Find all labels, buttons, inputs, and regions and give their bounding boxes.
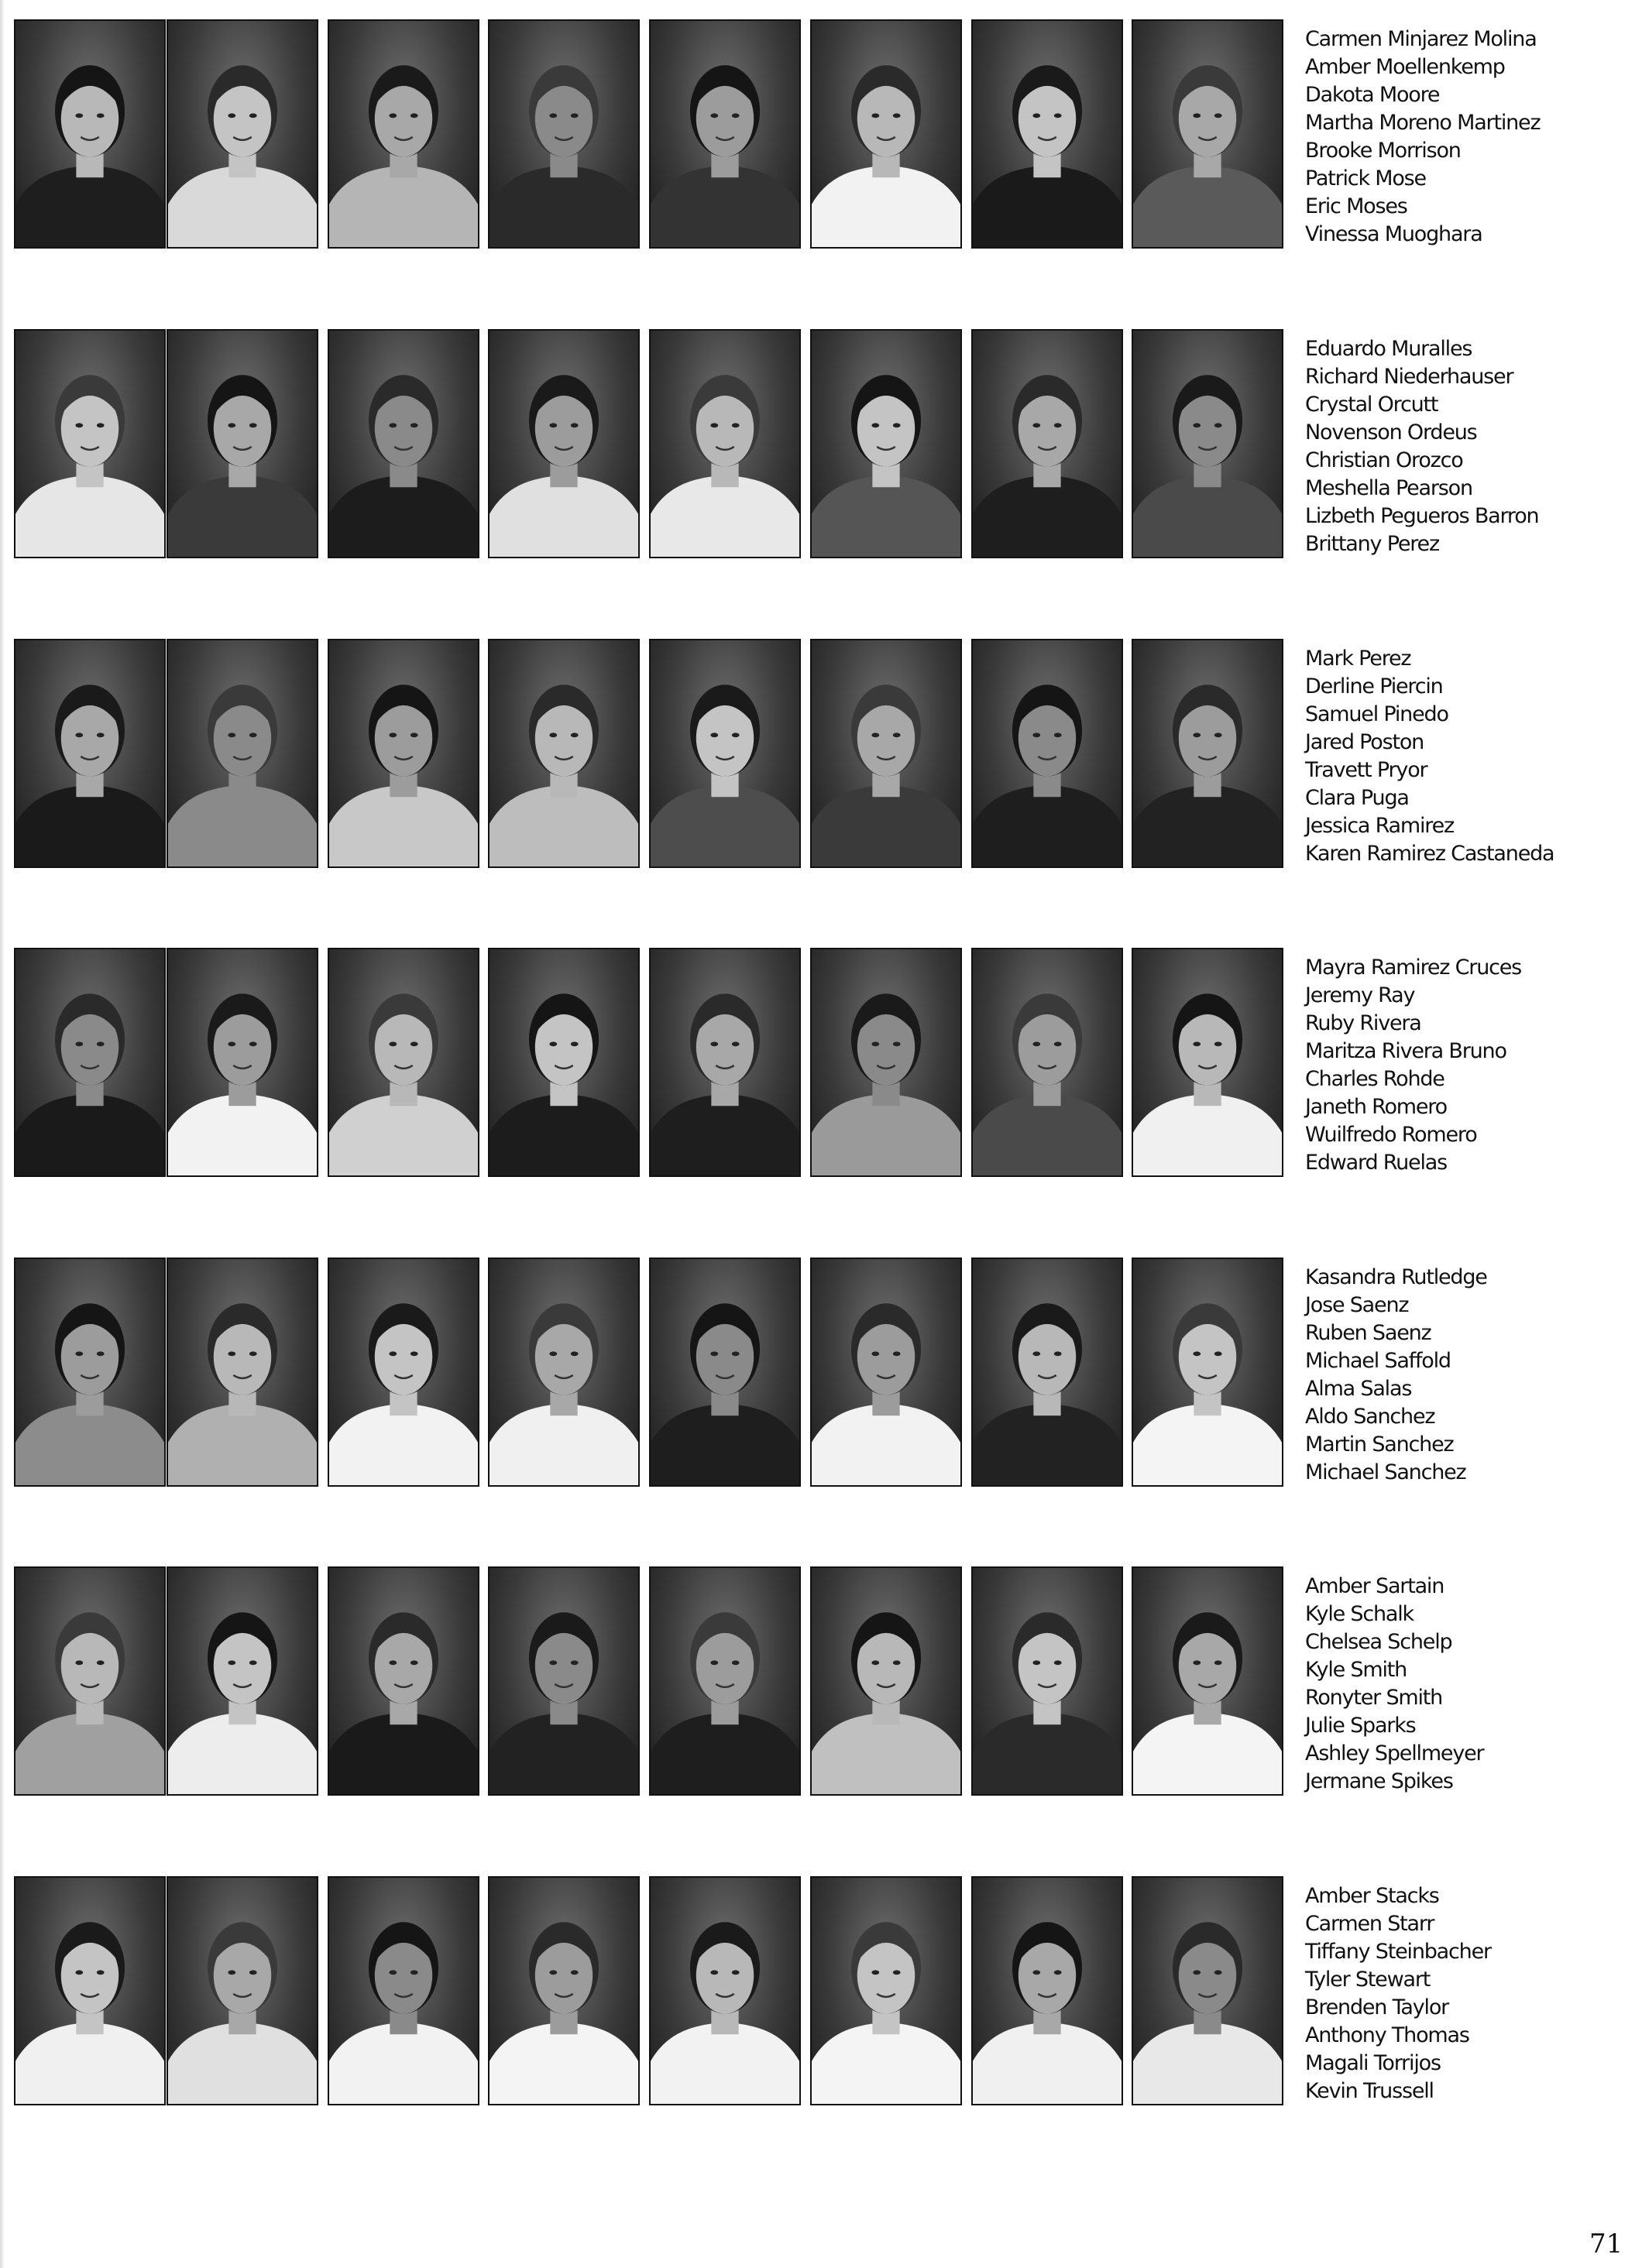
portrait-silhouette: [329, 331, 478, 557]
portrait-silhouette: [651, 21, 799, 247]
portrait-silhouette: [973, 640, 1122, 866]
portrait-silhouette: [168, 949, 317, 1175]
student-portrait: [810, 1566, 962, 1796]
student-portrait: [14, 19, 166, 249]
student-name: Crystal Orcutt: [1305, 393, 1438, 417]
portrait-silhouette: [812, 1259, 960, 1485]
portrait-silhouette: [812, 640, 960, 866]
student-portrait: [971, 1258, 1123, 1487]
student-portrait: [167, 1566, 318, 1796]
student-portrait: [649, 19, 801, 249]
portrait-silhouette: [329, 949, 478, 1175]
student-name: Karen Ramirez Castaneda: [1305, 842, 1554, 866]
student-name: Martha Moreno Martinez: [1305, 111, 1541, 135]
portrait-section-5: [0, 1258, 1642, 1490]
portrait-silhouette: [490, 640, 638, 866]
portrait-silhouette: [973, 1568, 1122, 1794]
student-name: Brooke Morrison: [1305, 139, 1461, 163]
portrait-silhouette: [1133, 1878, 1282, 2104]
student-name: Patrick Mose: [1305, 166, 1426, 190]
name-list: [1305, 1573, 1630, 1796]
student-name: Carmen Starr: [1305, 1912, 1434, 1936]
portrait-section-3: [0, 639, 1642, 871]
student-name: Aldo Sanchez: [1305, 1405, 1435, 1429]
portrait-silhouette: [168, 1259, 317, 1485]
student-name: Eduardo Muralles: [1305, 337, 1472, 361]
student-name: Brenden Taylor: [1305, 1995, 1449, 2019]
portrait-section-4: [0, 948, 1642, 1180]
student-name: Lizbeth Pegueros Barron: [1305, 504, 1539, 528]
portrait-silhouette: [490, 1259, 638, 1485]
student-portrait: [971, 639, 1123, 868]
student-name: Amber Stacks: [1305, 1884, 1439, 1908]
student-name: Magali Torrijos: [1305, 2051, 1441, 2075]
student-portrait: [167, 19, 318, 249]
portrait-silhouette: [15, 1878, 164, 2104]
portrait-silhouette: [973, 1259, 1122, 1485]
portrait-silhouette: [973, 331, 1122, 557]
student-name: Michael Sanchez: [1305, 1460, 1466, 1484]
portrait-silhouette: [973, 1878, 1122, 2104]
student-portrait: [488, 639, 640, 868]
student-name: Jermane Spikes: [1305, 1769, 1453, 1793]
student-name: Charles Rohde: [1305, 1067, 1444, 1091]
student-portrait: [14, 1258, 166, 1487]
student-portrait: [649, 1258, 801, 1487]
portrait-silhouette: [329, 640, 478, 866]
student-name: Ronyter Smith: [1305, 1686, 1443, 1710]
student-portrait: [810, 948, 962, 1177]
student-portrait: [14, 1566, 166, 1796]
portrait-silhouette: [490, 1568, 638, 1794]
portrait-silhouette: [329, 21, 478, 247]
student-portrait: [14, 639, 166, 868]
portrait-silhouette: [812, 1568, 960, 1794]
portrait-silhouette: [1133, 1568, 1282, 1794]
student-name: Martin Sanchez: [1305, 1433, 1454, 1457]
student-name: Carmen Minjarez Molina: [1305, 27, 1537, 51]
portrait-silhouette: [168, 1878, 317, 2104]
portrait-silhouette: [168, 1568, 317, 1794]
name-list: [1305, 1882, 1630, 2105]
page-number: 71: [1589, 2229, 1623, 2259]
student-name: Meshella Pearson: [1305, 476, 1472, 500]
name-list: [1305, 335, 1630, 558]
portrait-silhouette: [168, 640, 317, 866]
student-portrait: [1132, 1258, 1283, 1487]
student-name: Christian Orozco: [1305, 448, 1463, 472]
student-portrait: [649, 329, 801, 558]
portrait-silhouette: [168, 21, 317, 247]
portrait-silhouette: [329, 1878, 478, 2104]
student-name: Wuilfredo Romero: [1305, 1123, 1477, 1147]
student-name: Michael Saffold: [1305, 1349, 1451, 1373]
portrait-section-7: [0, 1876, 1642, 2108]
student-portrait: [1132, 1566, 1283, 1796]
student-portrait: [167, 329, 318, 558]
student-portrait: [488, 1876, 640, 2105]
portrait-silhouette: [490, 1878, 638, 2104]
student-name: Derline Piercin: [1305, 674, 1443, 698]
student-portrait: [1132, 1876, 1283, 2105]
student-name: Anthony Thomas: [1305, 2023, 1469, 2047]
student-name: Samuel Pinedo: [1305, 702, 1448, 726]
student-portrait: [488, 1566, 640, 1796]
student-portrait: [1132, 639, 1283, 868]
student-portrait: [167, 1876, 318, 2105]
portrait-silhouette: [490, 949, 638, 1175]
portrait-silhouette: [1133, 21, 1282, 247]
student-name: Alma Salas: [1305, 1377, 1412, 1401]
student-name: Kyle Smith: [1305, 1658, 1407, 1682]
student-portrait: [14, 1876, 166, 2105]
student-portrait: [14, 329, 166, 558]
student-name: Travett Pryor: [1305, 758, 1427, 782]
student-portrait: [167, 948, 318, 1177]
student-portrait: [328, 329, 479, 558]
student-name: Kyle Schalk: [1305, 1602, 1414, 1626]
portrait-silhouette: [1133, 949, 1282, 1175]
student-name: Dakota Moore: [1305, 83, 1440, 107]
student-portrait: [810, 1258, 962, 1487]
student-portrait: [971, 329, 1123, 558]
student-name: Jared Poston: [1305, 730, 1424, 754]
student-portrait: [649, 948, 801, 1177]
student-portrait: [328, 1876, 479, 2105]
student-name: Novenson Ordeus: [1305, 420, 1477, 444]
student-name: Chelsea Schelp: [1305, 1630, 1452, 1654]
portrait-section-2: [0, 329, 1642, 561]
portrait-silhouette: [651, 1568, 799, 1794]
student-portrait: [14, 948, 166, 1177]
portrait-silhouette: [15, 21, 164, 247]
portrait-silhouette: [1133, 640, 1282, 866]
student-name: Eric Moses: [1305, 194, 1407, 218]
name-list: [1305, 1264, 1630, 1487]
student-name: Amber Sartain: [1305, 1574, 1444, 1598]
student-name: Mark Perez: [1305, 647, 1411, 671]
portrait-silhouette: [651, 331, 799, 557]
portrait-silhouette: [15, 1568, 164, 1794]
student-name: Maritza Rivera Bruno: [1305, 1039, 1506, 1063]
student-portrait: [328, 1258, 479, 1487]
portrait-silhouette: [168, 331, 317, 557]
student-portrait: [167, 1258, 318, 1487]
name-list: [1305, 645, 1630, 868]
portrait-silhouette: [1133, 1259, 1282, 1485]
student-name: Amber Moellenkemp: [1305, 55, 1505, 79]
portrait-silhouette: [15, 949, 164, 1175]
student-portrait: [649, 1566, 801, 1796]
student-name: Tiffany Steinbacher: [1305, 1940, 1491, 1964]
student-portrait: [810, 639, 962, 868]
portrait-section-1: [0, 19, 1642, 252]
portrait-silhouette: [812, 331, 960, 557]
student-portrait: [810, 329, 962, 558]
student-name: Richard Niederhauser: [1305, 365, 1513, 389]
portrait-silhouette: [812, 21, 960, 247]
name-list: [1305, 26, 1630, 249]
portrait-silhouette: [973, 949, 1122, 1175]
student-portrait: [971, 1566, 1123, 1796]
student-name: Janeth Romero: [1305, 1095, 1447, 1119]
portrait-silhouette: [651, 949, 799, 1175]
student-portrait: [488, 19, 640, 249]
portrait-silhouette: [651, 1259, 799, 1485]
portrait-silhouette: [329, 1568, 478, 1794]
student-name: Julie Sparks: [1305, 1714, 1416, 1738]
student-portrait: [649, 1876, 801, 2105]
student-portrait: [488, 948, 640, 1177]
student-portrait: [649, 639, 801, 868]
student-name: Kasandra Rutledge: [1305, 1265, 1487, 1289]
student-name: Jose Saenz: [1305, 1293, 1409, 1317]
student-portrait: [971, 948, 1123, 1177]
student-name: Ruby Rivera: [1305, 1011, 1421, 1035]
student-portrait: [971, 1876, 1123, 2105]
student-name: Tyler Stewart: [1305, 1968, 1431, 1992]
student-name: Brittany Perez: [1305, 532, 1439, 556]
student-portrait: [328, 19, 479, 249]
portrait-silhouette: [1133, 331, 1282, 557]
portrait-silhouette: [15, 331, 164, 557]
student-portrait: [810, 19, 962, 249]
student-name: Ashley Spellmeyer: [1305, 1741, 1484, 1765]
student-name: Kevin Trussell: [1305, 2079, 1434, 2103]
student-portrait: [328, 1566, 479, 1796]
student-name: Clara Puga: [1305, 786, 1409, 810]
portrait-silhouette: [490, 21, 638, 247]
student-portrait: [971, 19, 1123, 249]
portrait-silhouette: [812, 1878, 960, 2104]
student-name: Vinessa Muoghara: [1305, 222, 1482, 246]
student-portrait: [1132, 948, 1283, 1177]
student-portrait: [488, 1258, 640, 1487]
student-name: Ruben Saenz: [1305, 1321, 1431, 1345]
student-portrait: [328, 948, 479, 1177]
portrait-silhouette: [329, 1259, 478, 1485]
portrait-silhouette: [812, 949, 960, 1175]
portrait-section-6: [0, 1566, 1642, 1799]
student-name: Edward Ruelas: [1305, 1151, 1447, 1175]
student-portrait: [1132, 329, 1283, 558]
student-name: Jessica Ramirez: [1305, 814, 1454, 838]
name-list: [1305, 954, 1630, 1177]
portrait-silhouette: [15, 1259, 164, 1485]
portrait-silhouette: [651, 640, 799, 866]
portrait-silhouette: [490, 331, 638, 557]
student-portrait: [810, 1876, 962, 2105]
portrait-silhouette: [973, 21, 1122, 247]
portrait-silhouette: [651, 1878, 799, 2104]
student-portrait: [488, 329, 640, 558]
student-portrait: [1132, 19, 1283, 249]
portrait-silhouette: [15, 640, 164, 866]
student-name: Jeremy Ray: [1305, 983, 1415, 1007]
student-portrait: [167, 639, 318, 868]
student-name: Mayra Ramirez Cruces: [1305, 956, 1522, 980]
student-portrait: [328, 639, 479, 868]
